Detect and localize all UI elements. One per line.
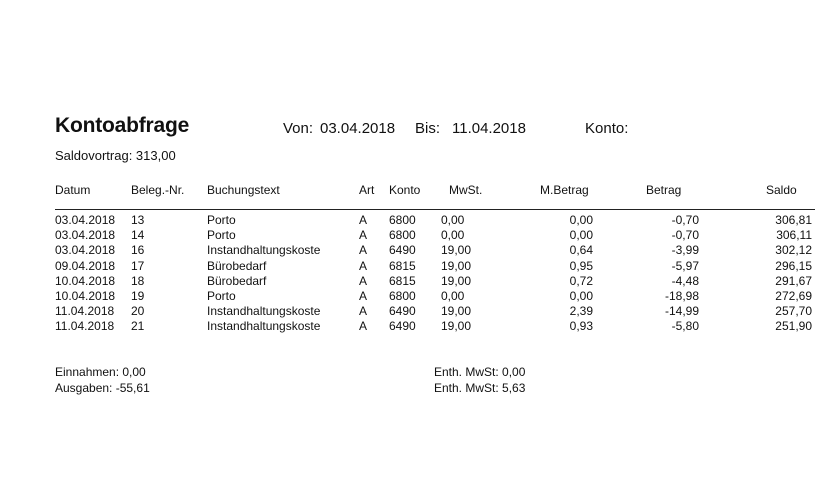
cell-art: A	[359, 258, 368, 273]
cell-mwst: 0,00	[441, 289, 465, 303]
expenses-total: Ausgaben: -55,61	[55, 381, 150, 395]
cell-art: A	[359, 228, 368, 243]
cell-konto: 6800	[389, 213, 416, 227]
cell-beleg-nr: 17	[131, 258, 145, 273]
cell-art: A	[359, 213, 368, 227]
cell-mwst: 0,00	[441, 213, 465, 227]
cell-betrag: -18,98	[664, 289, 699, 303]
cell-m-betrag: 0,93	[569, 319, 593, 334]
cell-saldo: 306,11	[776, 228, 812, 243]
column-header-m-betrag: M.Betrag	[540, 183, 589, 197]
cell-m-betrag: 0,00	[569, 289, 593, 303]
cell-m-betrag: 0,00	[569, 228, 593, 243]
cell-art: A	[359, 289, 368, 303]
cell-buchungstext: Instandhaltungskoste	[207, 243, 321, 258]
cell-konto: 6815	[389, 273, 416, 288]
column-header-datum: Datum	[55, 183, 91, 197]
cell-saldo: 272,69	[775, 289, 812, 303]
cell-beleg-nr: 14	[131, 228, 145, 243]
cell-art: A	[359, 304, 368, 319]
konto-label: Konto:	[585, 120, 629, 137]
cell-saldo: 306,81	[775, 213, 812, 227]
cell-betrag: -4,48	[671, 273, 699, 288]
cell-beleg-nr: 20	[131, 304, 145, 319]
cell-buchungstext: Porto	[207, 213, 236, 227]
column-header-saldo: Saldo	[766, 183, 797, 197]
cell-mwst: 19,00	[441, 319, 472, 334]
cell-art: A	[359, 243, 368, 258]
page-title: Kontoabfrage	[55, 114, 190, 137]
column-header-beleg-nr: Beleg.-Nr.	[131, 183, 185, 197]
cell-betrag: -5,80	[671, 319, 699, 334]
cell-konto: 6490	[389, 304, 416, 319]
cell-mwst: 0,00	[441, 228, 465, 243]
cell-beleg-nr: 18	[131, 273, 145, 288]
cell-datum: 03.04.2018	[55, 243, 116, 258]
cell-art: A	[359, 273, 368, 288]
cell-betrag: -0,70	[671, 213, 699, 227]
cell-betrag: -3,99	[671, 243, 699, 258]
cell-m-betrag: 0,64	[569, 243, 593, 258]
cell-buchungstext: Porto	[207, 289, 236, 303]
cell-betrag: -5,97	[671, 258, 699, 273]
cell-m-betrag: 0,72	[569, 273, 593, 288]
cell-saldo: 291,67	[775, 273, 812, 288]
cell-m-betrag: 0,95	[569, 258, 593, 273]
column-header-buchungstext: Buchungstext	[207, 183, 280, 197]
cell-saldo: 251,90	[775, 319, 812, 334]
header-divider	[55, 209, 815, 210]
column-header-betrag: Betrag	[646, 183, 682, 197]
von-label: Von:	[283, 120, 314, 137]
cell-datum: 03.04.2018	[55, 228, 116, 243]
vat-expenses-total: Enth. MwSt: 5,63	[434, 381, 526, 395]
cell-beleg-nr: 21	[131, 319, 145, 334]
cell-konto: 6815	[389, 258, 416, 273]
cell-datum: 11.04.2018	[55, 304, 115, 319]
cell-m-betrag: 2,39	[569, 304, 593, 319]
cell-konto: 6490	[389, 319, 416, 334]
von-date: 03.04.2018	[320, 120, 396, 137]
cell-beleg-nr: 16	[131, 243, 145, 258]
cell-saldo: 296,15	[775, 258, 812, 273]
cell-beleg-nr: 19	[131, 289, 145, 303]
cell-betrag: -0,70	[671, 228, 699, 243]
cell-konto: 6490	[389, 243, 416, 258]
bis-label: Bis:	[415, 120, 441, 137]
cell-datum: 09.04.2018	[55, 258, 116, 273]
cell-m-betrag: 0,00	[569, 213, 593, 227]
carryover-balance: Saldovortrag: 313,00	[55, 148, 176, 163]
cell-konto: 6800	[389, 228, 416, 243]
cell-buchungstext: Bürobedarf	[207, 258, 267, 273]
cell-buchungstext: Instandhaltungskoste	[207, 319, 321, 334]
income-total: Einnahmen: 0,00	[55, 365, 146, 379]
cell-mwst: 19,00	[441, 258, 472, 273]
cell-mwst: 19,00	[441, 273, 472, 288]
cell-buchungstext: Instandhaltungskoste	[207, 304, 321, 319]
bis-date: 11.04.2018	[452, 120, 526, 137]
cell-saldo: 302,12	[775, 243, 812, 258]
cell-datum: 10.04.2018	[55, 273, 116, 288]
cell-buchungstext: Bürobedarf	[207, 273, 267, 288]
cell-betrag: -14,99	[664, 304, 699, 319]
cell-konto: 6800	[389, 289, 416, 303]
cell-mwst: 19,00	[441, 304, 472, 319]
vat-income-total: Enth. MwSt: 0,00	[434, 365, 526, 379]
column-header-art: Art	[359, 183, 375, 197]
cell-mwst: 19,00	[441, 243, 472, 258]
cell-saldo: 257,70	[775, 304, 812, 319]
cell-beleg-nr: 13	[131, 213, 145, 227]
cell-datum: 11.04.2018	[55, 319, 115, 334]
cell-datum: 10.04.2018	[55, 289, 116, 303]
column-header-mwst: MwSt.	[449, 183, 483, 197]
cell-art: A	[359, 319, 368, 334]
cell-datum: 03.04.2018	[55, 213, 116, 227]
cell-buchungstext: Porto	[207, 228, 236, 243]
column-header-konto: Konto	[389, 183, 421, 197]
